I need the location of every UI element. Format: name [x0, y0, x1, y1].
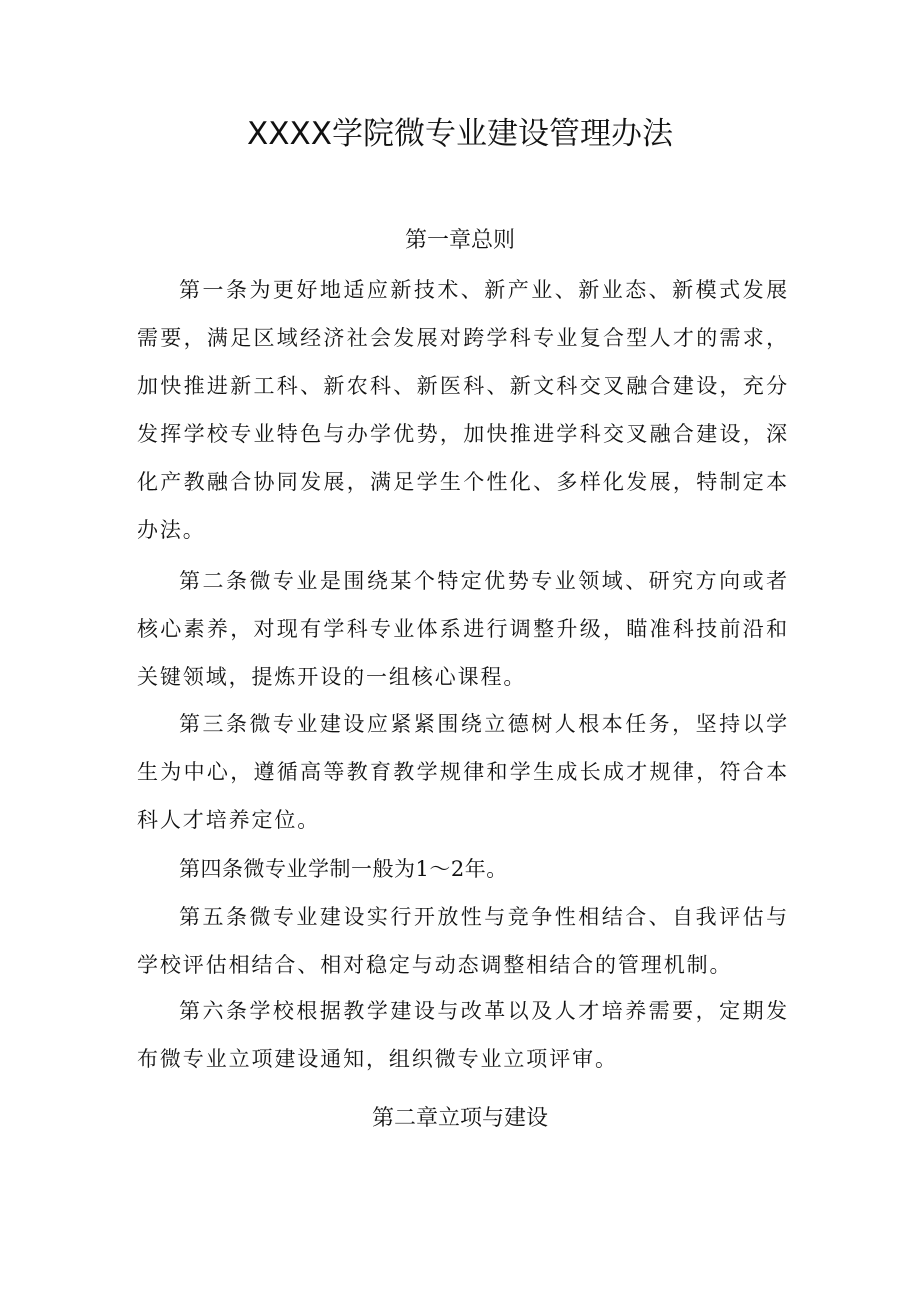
- article-5: 第五条微专业建设实行开放性与竞争性相结合、自我评估与学校评估相结合、相对稳定与动态调整相结合的管理机制。: [137, 905, 789, 977]
- article-6: 第六条学校根据教学建设与改革以及人才培养需要，定期发布微专业立项建设通知，组织微专业立项评审。: [137, 999, 789, 1071]
- chapter-heading-establishment: 第二章立项与建设: [371, 1106, 548, 1131]
- article-2: 第二条微专业是围绕某个特定优势专业领域、研究方向或者核心素养，对现有学科专业体系进行调整升级，瞄准科技前沿和关键领域，提炼开设的一组核心课程。: [137, 569, 789, 689]
- article-3: 第三条微专业建设应紧紧围绕立德树人根本任务，坚持以学生为中心，遵循高等教育教学规律和学生成长成才规律，符合本科人才培养定位。: [137, 712, 789, 832]
- article-4: 第四条微专业学制一般为1～2年。: [179, 857, 508, 881]
- document-title: XXXX学院微专业建设管理办法: [247, 116, 673, 152]
- chapter-heading-general-provisions: 第一章总则: [404, 228, 515, 253]
- article-1: 第一条为更好地适应新技术、新产业、新业态、新模式发展需要，满足区域经济社会发展对跨学科专业复合型人才的需求，加快推进新工科、新农科、新医科、新文科交叉融合建设，充分发挥学校专业特色与办学优势，加快推进学科交叉融合建设，深化产教融合协同发展，满足学生个性化、多样化发展，特制定本办法。: [137, 278, 789, 542]
